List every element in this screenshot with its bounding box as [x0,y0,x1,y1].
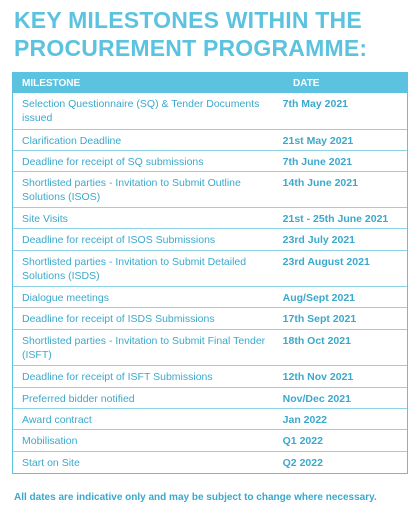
milestone-cell: Site Visits [22,213,68,225]
milestone-cell: Deadline for receipt of ISOS Submissions [22,234,216,246]
milestone-cell: Award contract [22,414,92,426]
table-row [13,286,407,307]
page-title [14,6,414,62]
date-cell: 23rd July 2021 [282,234,356,246]
footnote: All dates are indicative only and may be subject to change where necessary. [14,492,377,503]
milestone-column-header: MILESTONE [22,77,81,89]
table-row [13,365,407,387]
milestone-cell: Preferred bidder notified [22,393,135,405]
date-cell: 7th June 2021 [282,156,353,168]
title-line-2: PROCUREMENT PROGRAMME: [14,35,368,61]
table-row [13,329,407,365]
date-cell: 7th May 2021 [282,98,349,110]
table-row [13,429,407,451]
table-row [13,387,407,408]
milestone-cell: Deadline for receipt of SQ submissions [22,156,204,168]
date-column-header: DATE [293,77,320,89]
date-cell: 23rd August 2021 [282,256,370,268]
table-row [13,150,407,171]
milestone-cell: Shortlisted parties - Invitation to Submit Final Tender (ISFT) [22,335,266,361]
table-row [13,129,407,150]
table-row [13,451,407,473]
milestone-cell: Mobilisation [22,435,78,447]
table-row [13,250,407,286]
milestone-cell: Shortlisted parties - Invitation to Submit Outline Solutions (ISOS) [22,177,241,203]
table-body [13,93,407,473]
date-cell: Nov/Dec 2021 [282,393,351,405]
date-cell: 21st May 2021 [282,135,354,147]
date-cell: Jan 2022 [282,414,328,426]
milestones-table [12,72,408,474]
table-row [13,171,407,207]
milestone-cell: Shortlisted parties - Invitation to Submit Detailed Solutions (ISDS) [22,256,247,282]
milestone-cell: Dialogue meetings [22,292,109,304]
milestone-cell: Selection Questionnaire (SQ) & Tender Documents issued [22,98,260,124]
table-row [13,207,407,228]
table-row [13,93,407,129]
title-line-1: KEY MILESTONES WITHIN THE [14,7,362,33]
date-cell: 17th Sept 2021 [282,313,357,325]
milestone-cell: Clarification Deadline [22,135,122,147]
date-cell: 14th June 2021 [282,177,358,189]
table-header [13,73,407,93]
table-row [13,408,407,429]
date-cell: 18th Oct 2021 [282,335,351,347]
date-cell: 21st - 25th June 2021 [282,213,389,225]
table-row [13,307,407,329]
milestone-cell: Deadline for receipt of ISFT Submissions [22,371,213,383]
milestone-cell: Start on Site [22,457,80,469]
date-cell: Q1 2022 [282,435,323,447]
date-cell: Q2 2022 [282,457,323,469]
date-cell: Aug/Sept 2021 [282,292,355,304]
milestone-cell: Deadline for receipt of ISDS Submissions [22,313,215,325]
date-cell: 12th Nov 2021 [282,371,354,383]
table-row [13,228,407,250]
